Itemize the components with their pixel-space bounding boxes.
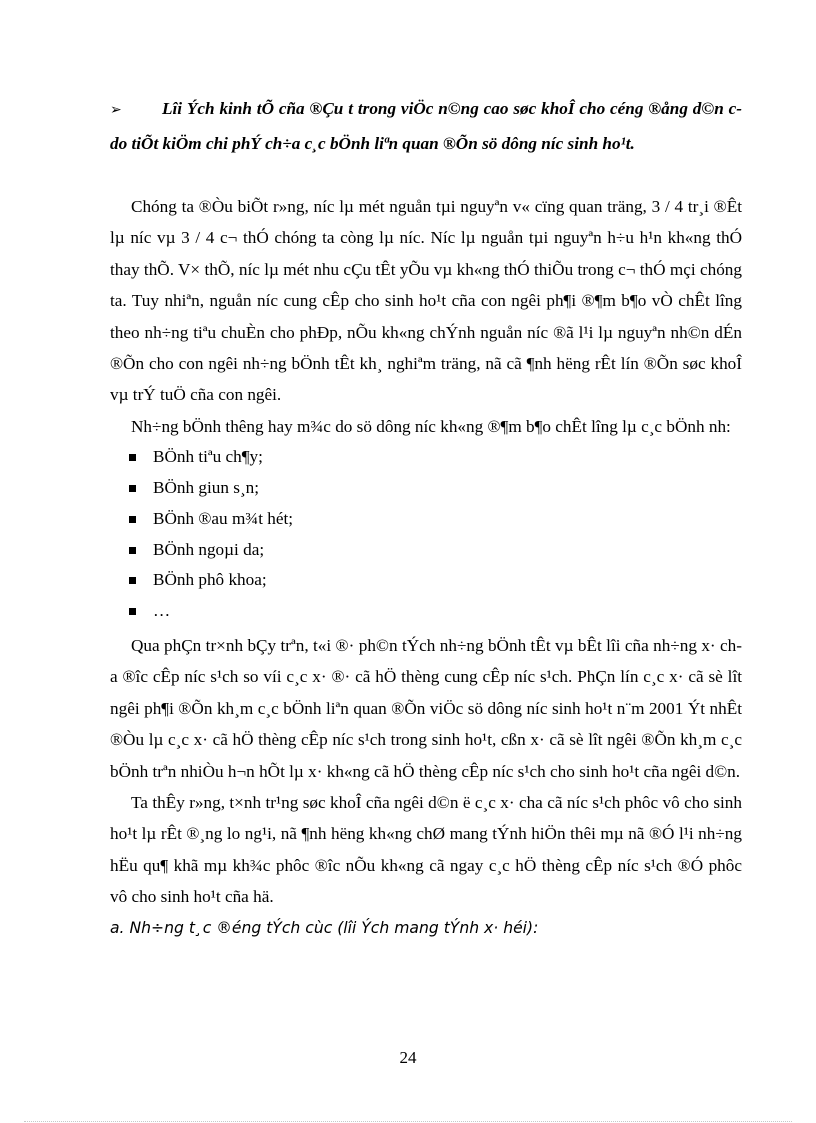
list-item bbox=[153, 565, 742, 596]
paragraph: Ta thÊy r»ng, t×nh tr¹ng søc khoÎ cña ngêi d©n ë c¸c x· cha cã níc s¹ch phôc vô cho sinh ho¹t lµ rÊt ®¸ng lo ng¹i, nã ¶nh hëng kh«ng chØ mang tÝnh hiÖn thêi mµ nã ®Ó l¹i nh÷ng hËu qu¶ khã mµ kh¾c phôc ®îc nÕu kh«ng cã ngay c¸c hÖ thèng cÊp níc s¹ch ®Ó phôc vô cho sinh ho¹t cña hä. bbox=[110, 793, 742, 907]
list-item-text: BÖnh giun s¸n; bbox=[153, 478, 259, 498]
square-bullet-icon bbox=[129, 454, 136, 461]
list-item bbox=[153, 535, 742, 566]
square-bullet-icon bbox=[129, 547, 136, 554]
subheading: a. Nh÷ng t¸c ®éng tÝch cùc (lîi Ých mang tÝnh x· héi): bbox=[110, 918, 539, 937]
page-footer-divider bbox=[24, 1121, 792, 1122]
square-bullet-icon bbox=[129, 485, 136, 492]
list-item-text: BÖnh ngoµi da; bbox=[153, 539, 265, 559]
paragraph: Chóng ta ®Òu biÕt r»ng, níc lµ mét nguån tµi nguyªn v« cïng quan träng, 3 / 4 tr¸i ®Êt lµ níc vµ 3 / 4 c¬ thÓ chóng ta còng lµ níc. Níc lµ nguån tµi nguyªn h÷u h¹n kh«ng thÓ thay thÕ. V× thÕ, níc lµ mét nhu cÇu tÊt yÕu vµ kh«ng thÓ thiÕu trong c¬ thÓ mçi chóng ta. Tuy nhiªn, nguån níc cung cÊp cho sinh ho¹t cña con ngêi ph¶i ®¶m b¶o vÒ chÊt lîng theo nh÷ng tiªu chuÈn cho phÐp, nÕu kh«ng chÝnh nguån níc ®ã l¹i lµ nguyªn nh©n dÉn ®Õn cho con ngêi nh÷ng bÖnh tÊt kh¸ nghiªm träng, nã cã ¶nh hëng rÊt lín ®Õn søc khoÎ vµ trÝ tuÖ cña con ngêi. bbox=[110, 197, 742, 405]
list-item-text: BÖnh ®au m¾t hét; bbox=[153, 508, 294, 528]
list-item bbox=[153, 596, 742, 627]
section-heading bbox=[110, 92, 742, 161]
section-heading-text: Lîi Ých kinh tÕ cña ®Çu t trong viÖc n©ng cao søc khoÎ cho céng ®ång d©n c do tiÕt kiÖm chi phÝ ch÷a c¸c bÖnh liªn quan ®Õn sö dông níc sinh ho¹t. bbox=[110, 99, 742, 153]
body-text bbox=[110, 191, 742, 944]
list-item bbox=[153, 473, 742, 504]
list-item-text: BÖnh tiªu ch¶y; bbox=[153, 447, 263, 467]
page-number: 24 bbox=[399, 1048, 417, 1067]
list-item bbox=[153, 504, 742, 535]
arrow-bullet-icon: ➢ bbox=[110, 102, 122, 118]
paragraph: Qua phÇn tr×nh bÇy trªn, t«i ®· ph©n tÝch nh÷ng bÖnh tÊt vµ bÊt lîi cña nh÷ng x· cha ®îc cÊp níc s¹ch so víi c¸c x· ®· cã hÖ thèng cung cÊp níc s¹ch. PhÇn lín c¸c x· cã sè lît ngêi ph¶i ®Õn kh¸m c¸c bÖnh liªn quan ®Õn viÖc sö dông níc sinh ho¹t n¨m 2001 Ýt nhÊt ®Òu lµ c¸c x· cã hÖ thèng cÊp níc s¹ch trong sinh ho¹t, cßn x· cã sè lît ngêi ®Õn kh¸m c¸c bÖnh trªn nhiÒu h¬n hÕt lµ x· kh«ng cã hÖ thèng cÊp níc s¹ch cho sinh ho¹t cña ngêi d©n. bbox=[110, 636, 742, 781]
square-bullet-icon bbox=[129, 608, 136, 615]
list-item-text: … bbox=[153, 601, 171, 621]
list-item-text: BÖnh phô khoa; bbox=[153, 570, 267, 590]
paragraph: Nh÷ng bÖnh thêng hay m¾c do sö dông níc kh«ng ®¶m b¶o chÊt lîng lµ c¸c bÖnh nh: bbox=[131, 416, 731, 436]
disease-list bbox=[110, 442, 742, 627]
list-item bbox=[153, 442, 742, 473]
square-bullet-icon bbox=[129, 577, 136, 584]
square-bullet-icon bbox=[129, 516, 136, 523]
